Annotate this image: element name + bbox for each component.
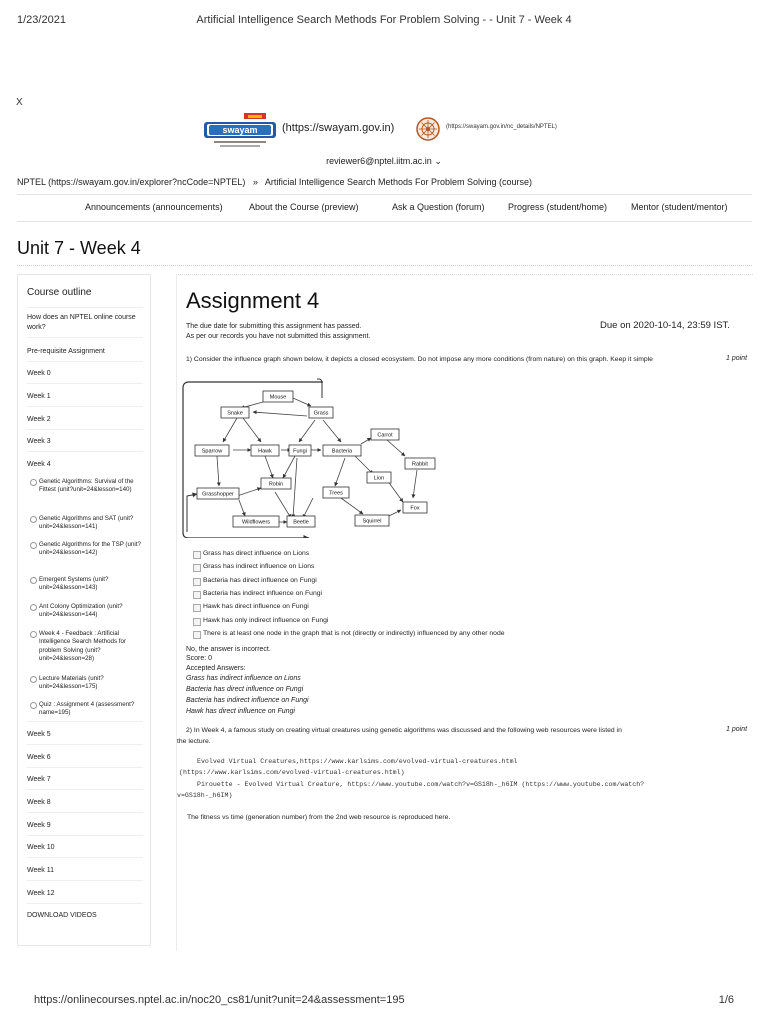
nav-about-course[interactable]: About the Course (preview) — [249, 202, 359, 212]
user-menu[interactable] — [0, 156, 768, 167]
question-2-fitness-text: The fitness vs time (generation number) from the 2nd web resource is reproduced here. — [187, 814, 451, 821]
influence-graph — [181, 378, 443, 538]
sidebar-divider — [27, 307, 143, 308]
checkbox[interactable] — [193, 551, 201, 559]
result-message: No, the answer is incorrect. — [186, 646, 271, 653]
accepted-answer: Grass has indirect influence on Lions — [186, 675, 301, 682]
sidebar-divider — [27, 744, 143, 745]
checkbox[interactable] — [193, 591, 201, 599]
sidebar-divider — [27, 767, 143, 768]
top-navigation — [17, 194, 752, 222]
graph-node-grass: Grass — [313, 410, 329, 417]
radio-icon — [30, 676, 37, 683]
sidebar-item-week-9[interactable]: Week 9 — [27, 822, 51, 829]
resource-link[interactable]: v=GS18h-_h6IM) — [177, 792, 233, 799]
page-title: Unit 7 - Week 4 — [17, 238, 141, 258]
sidebar-divider — [27, 361, 143, 362]
checkbox[interactable] — [193, 631, 201, 639]
graph-node-squirrel: Squirrel — [362, 518, 382, 525]
checkbox[interactable] — [193, 604, 201, 612]
sidebar-item-week-3[interactable]: Week 3 — [27, 438, 51, 445]
nav-mentor[interactable]: Mentor (student/mentor) — [631, 202, 728, 212]
sidebar-divider — [27, 857, 143, 858]
question-2-points: 1 point — [726, 726, 748, 733]
radio-icon — [30, 516, 37, 523]
graph-node-fungi: Fungi — [293, 448, 307, 455]
sidebar-divider — [27, 812, 143, 813]
main-content — [176, 274, 753, 951]
nav-announcements[interactable]: Announcements (announcements) — [85, 202, 223, 212]
checkbox[interactable] — [193, 564, 201, 572]
radio-icon — [30, 577, 37, 584]
question-1-text: 1) Consider the influence graph shown below, it depicts a closed ecosystem. Do not impose any more conditions (from nature) on this graph. Keep it simple — [186, 356, 653, 363]
score: Score: 0 — [186, 655, 213, 662]
graph-node-trees: Trees — [329, 490, 343, 497]
due-date: Due on 2020-10-14, 23:59 IST. — [600, 320, 730, 331]
swayam-link[interactable]: (https://swayam.gov.in) — [282, 122, 395, 134]
sidebar-item-download-videos[interactable]: DOWNLOAD VIDEOS — [27, 912, 97, 919]
accepted-answer: Bacteria has direct influence on Fungi — [186, 686, 304, 693]
sidebar-divider — [27, 406, 143, 407]
accepted-answer: Hawk has direct influence on Fungi — [186, 708, 295, 715]
graph-node-rabbit: Rabbit — [412, 461, 428, 468]
sidebar-item-week-6[interactable]: Week 6 — [27, 754, 51, 761]
checkbox[interactable] — [193, 618, 201, 626]
sidebar-item-week-5[interactable]: Week 5 — [27, 731, 51, 738]
sidebar-divider — [27, 721, 143, 722]
graph-node-mouse: Mouse — [269, 394, 287, 401]
graph-node-wildflowers: Wildflowers — [241, 519, 271, 526]
course-outline-sidebar: Course outline How does an NPTEL online course work? Pre-requisite Assignment Week 0 Week 1 Week 2 Week 3 Week 4 Genetic Algorithms: Survival of the Fittest (unit?unit=24&lesson=140) Genetic Algorithms and SAT (unit?unit=24&lesson=141) Genetic Algorithms for the TSP (unit?unit=24&lesson=142) Emergent Systems (unit?unit=24&lesson=143) Ant Colony Optimization (unit?unit=24&lesson=144) Week 4 - Feedback : Artificial Intelligence Search Methods for problem Solving (unit?unit=24&lesson=28) Lecture Materials (unit?unit=24&lesson=175) Quiz : Assignment 4 (assessment?name=195) Week 5 Week 6 Week 7 Week 8 Week 9 Week 10 Week 11 Week 12 DOWNLOAD VIDEOS — [17, 274, 151, 946]
radio-icon — [30, 542, 37, 549]
sidebar-heading: Course outline — [27, 287, 92, 298]
breadcrumb-course-link[interactable]: Artificial Intelligence Search Methods For Problem Solving (course) — [264, 177, 533, 187]
nptel-link[interactable]: (https://swayam.gov.in/nc_details/NPTEL) — [446, 124, 557, 130]
assignment-title: Assignment 4 — [186, 288, 320, 313]
resource-link[interactable]: Pirouette - Evolved Virtual Creature, https://www.youtube.com/watch?v=GS18h-_h6IM (https://www.youtube.com/watch? — [197, 781, 645, 788]
swayam-logo[interactable] — [204, 113, 276, 149]
graph-node-bacteria: Bacteria — [331, 448, 353, 455]
accepted-answer: Bacteria has indirect influence on Fungi — [186, 697, 309, 704]
user-email[interactable]: reviewer6@nptel.iitm.ac.in — [326, 156, 432, 166]
nav-ask-question[interactable]: Ask a Question (forum) — [392, 202, 485, 212]
sidebar-item-week-2[interactable]: Week 2 — [27, 416, 51, 423]
sidebar-divider — [27, 337, 143, 338]
sidebar-divider — [27, 903, 143, 904]
title-divider — [17, 265, 752, 266]
graph-node-grasshopper: Grasshopper — [202, 491, 234, 498]
sidebar-item-prerequisite[interactable]: Pre-requisite Assignment — [27, 348, 105, 355]
svg-text:swayam: swayam — [222, 125, 258, 135]
sidebar-item-week-1[interactable]: Week 1 — [27, 393, 51, 400]
print-url: https://onlinecourses.nptel.ac.in/noc20_cs81/unit?unit=24&assessment=195 — [34, 994, 405, 1006]
resource-link[interactable]: Evolved Virtual Creatures,https://www.karlsims.com/evolved-virtual-creatures.html — [197, 758, 518, 765]
close-icon[interactable]: X — [16, 97, 23, 108]
radio-icon — [30, 604, 37, 611]
sidebar-divider — [27, 451, 143, 452]
sidebar-divider — [27, 789, 143, 790]
sidebar-item-week-0[interactable]: Week 0 — [27, 370, 51, 377]
question-2-text: 2) In Week 4, a famous study on creating virtual creatures using genetic algorithms was discussed and the following web resources were listed in — [186, 727, 622, 734]
graph-node-beetle: Beetle — [293, 519, 309, 526]
breadcrumb-separator: » — [252, 177, 258, 187]
breadcrumb — [17, 177, 532, 187]
sidebar-item-week-8[interactable]: Week 8 — [27, 799, 51, 806]
graph-node-snake: Snake — [227, 410, 243, 417]
sidebar-item-week-4[interactable]: Week 4 — [27, 461, 51, 468]
sidebar-divider — [27, 880, 143, 881]
nav-progress[interactable]: Progress (student/home) — [508, 202, 608, 212]
graph-node-carrot: Carrot — [377, 432, 393, 439]
breadcrumb-root-link[interactable]: NPTEL (https://swayam.gov.in/explorer?ncCode=NPTEL) — [17, 177, 246, 187]
radio-icon — [30, 702, 37, 709]
accepted-answers-label: Accepted Answers: — [186, 665, 246, 672]
sidebar-item-week-7[interactable]: Week 7 — [27, 776, 51, 783]
sidebar-item-week-12[interactable]: Week 12 — [27, 890, 55, 897]
radio-icon — [30, 631, 37, 638]
checkbox[interactable] — [193, 578, 201, 586]
radio-icon — [30, 479, 37, 486]
sidebar-item-how-nptel-works[interactable]: How does an NPTEL online course work? — [27, 314, 136, 331]
graph-node-hawk: Hawk — [258, 448, 272, 455]
graph-node-sparrow: Sparrow — [201, 448, 223, 455]
resource-link[interactable]: (https://www.karlsims.com/evolved-virtual-creatures.html) — [179, 769, 405, 776]
print-title: Artificial Intelligence Search Methods For Problem Solving - - Unit 7 - Week 4 — [196, 14, 572, 26]
sidebar-divider — [27, 383, 143, 384]
due-message — [186, 322, 370, 342]
print-date: 1/23/2021 — [17, 14, 66, 26]
sidebar-divider — [27, 835, 143, 836]
graph-node-fox: Fox — [410, 505, 420, 512]
sidebar-item-week-11[interactable]: Week 11 — [27, 867, 54, 874]
passed-message: The due date for submitting this assignment has passed. — [186, 323, 362, 330]
sidebar-divider — [27, 429, 143, 430]
nptel-emblem-icon[interactable] — [416, 117, 440, 141]
print-page-number: 1/6 — [718, 994, 734, 1006]
question-1-points: 1 point — [726, 355, 748, 362]
graph-node-lion: Lion — [373, 475, 385, 482]
question-2-text-cont: the lecture. — [177, 738, 211, 745]
sidebar-item-week-10[interactable]: Week 10 — [27, 844, 55, 851]
records-message: As per our records you have not submitted this assignment. — [186, 333, 371, 340]
chevron-down-icon[interactable]: ⌄ — [434, 156, 442, 166]
graph-node-robin: Robin — [268, 481, 284, 488]
